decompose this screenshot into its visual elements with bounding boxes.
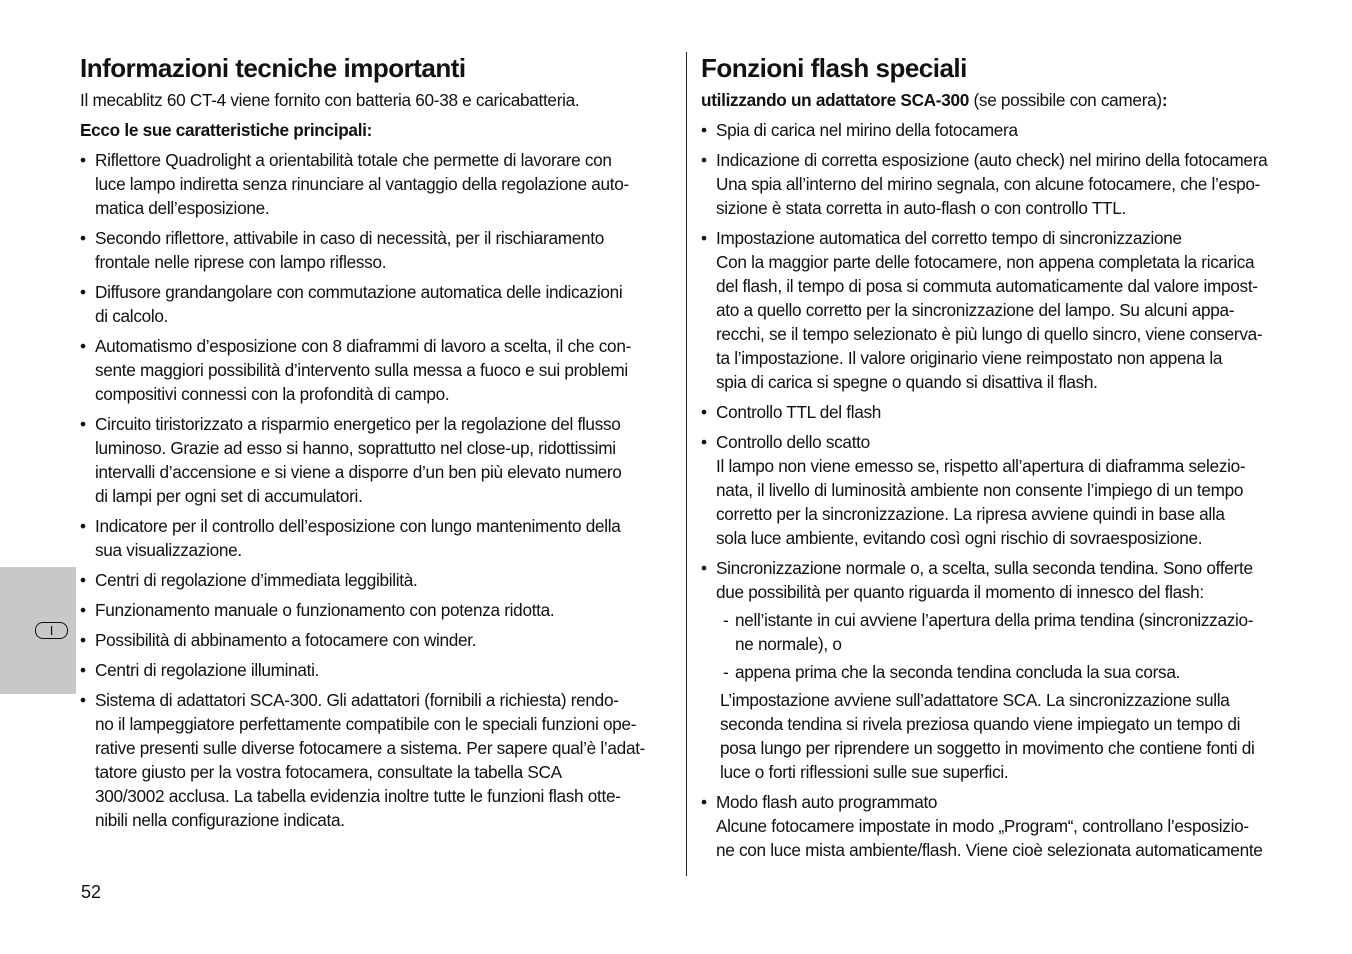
list-item: • Sincronizzazione normale o, a scelta, sulla seconda tendina. Sono offerte due possibilità per quanto riguarda il momento di innesco del flash: - nell’istante in cui avviene l’apertura della prima tendina (sincronizzazio- ne normale), o - appena prima che la seconda tendina concluda la sua corsa. L’impostazione avviene sull’adattatore SCA. La sincronizzazione sulla seconda tendina si rivela preziosa quando viene impiegato un tempo di posa lungo per riprendere un soggetto in movimento che contiene fonti di luce o forti riflessioni sulle sue superfici. [701,556,1303,784]
list-item [80,148,678,220]
list-item-line: tatore giusto per la vostra fotocamera, consultate la tabella SCA [95,762,562,782]
list-item-line: no il lampeggiatore perfettamente compatibile con le speciali funzioni ope- [95,714,637,734]
list-item: • Modo flash auto programmato Alcune fotocamere impostate in modo „Program“, controllano l’esposizio- ne con luce mista ambiente/flash. Viene cioè selezionata automaticamente [701,792,1263,860]
bullet-marker: • [80,516,86,536]
bullet-marker: • [80,336,86,356]
list-item [80,568,678,592]
list-item-line: 300/3002 acclusa. La tabella evidenzia inoltre tutte le funzioni flash otte- [95,786,621,806]
list-item-line: sua visualizzazione. [95,540,242,560]
right-intro-rest: (se possibile con camera) [969,90,1162,110]
list-item: • Spia di carica nel mirino della fotocamera [701,120,1018,140]
list-item-line: nibili nella configurazione indicata. [95,810,345,830]
right-body [701,88,1303,862]
list-item: • Indicazione di corretta esposizione (auto check) nel mirino della fotocamera Una spia all’interno del mirino segnala, con alcune fotocamere, che l’espo- sizione è stata corretta in auto-flash o con controllo TTL. [701,150,1268,218]
list-item-line: Sistema di adattatori SCA-300. Gli adattatori (fornibili a richiesta) rendo- [95,690,619,710]
list-item [80,514,678,562]
bullet-marker: • [80,414,86,434]
list-item-line: matica dell’esposizione. [95,198,270,218]
bullet-marker: • [80,690,86,710]
right-intro-colon: : [1161,90,1168,110]
bullet-marker: • [80,228,86,248]
bullet-marker: • [80,570,86,590]
list-item-line: luminoso. Grazie ad esso si hanno, soprattutto nel close-up, ridottissimi [95,438,616,458]
list-item [80,598,678,622]
right-intro [701,88,1303,112]
column-divider [686,52,687,876]
list-item [80,688,678,832]
list-item: • Controllo dello scatto Il lampo non viene emesso se, rispetto all’apertura di diaframma selezio- nata, il livello di luminosità ambiente non consente l’impiego di un tempo corretto per la sincronizzazione. La ripresa avviene quindi in base alla sola luce ambiente, evitando così ogni rischio di sovraesposizione. [701,432,1246,548]
list-item-line: Centri di regolazione illuminati. [95,660,320,680]
left-heading: Informazioni tecniche importanti [80,53,466,83]
sub-list-item: - nell’istante in cui avviene l’apertura della prima tendina (sincronizzazio- ne normale), o [723,610,1254,654]
left-bullet-list [80,148,678,832]
list-item [80,658,678,682]
list-item [80,280,678,328]
list-item [80,226,678,274]
list-item [80,334,678,406]
list-item-line: rative presenti sulle diverse fotocamere a sistema. Per sapere qual’è l’adat- [95,738,646,758]
bullet-marker: • [80,600,86,620]
bullet-marker: • [80,630,86,650]
list-item-line: Automatismo d’esposizione con 8 diaframmi di lavoro a scelta, il che con- [95,336,631,356]
list-item-line: Riflettore Quadrolight a orientabilità totale che permette di lavorare con [95,150,612,170]
left-body [80,88,678,832]
list-item-line: sente maggiori possibilità d’intervento sulla messa a fuoco e sui problemi [95,360,628,380]
page-number: 52 [81,882,102,902]
right-heading: Fonzioni flash speciali [701,53,967,83]
list-item-line: di calcolo. [95,306,169,326]
right-intro-bold: utilizzando un adattatore SCA-300 [701,90,969,110]
list-item-line: compositivi connessi con la profondità di campo. [95,384,450,404]
language-badge: I [35,622,68,639]
bullet-marker: • [80,150,86,170]
list-item-line: intervalli d’accensione e si viene a disporre d’un ben più elevato numero [95,462,622,482]
list-item-line: Centri di regolazione d’immediata leggibilità. [95,570,418,590]
list-item-line: luce lampo indiretta senza rinunciare al vantaggio della regolazione auto- [95,174,629,194]
list-item-line: Secondo riflettore, attivabile in caso di necessità, per il rischiaramento [95,228,604,248]
bullet-marker: • [80,282,86,302]
left-intro: Il mecablitz 60 CT-4 viene fornito con batteria 60-38 e caricabatteria. [80,90,580,110]
left-subheading: Ecco le sue caratteristiche principali: [80,120,373,140]
list-item: • Controllo TTL del flash [701,402,882,422]
list-item-line: Indicatore per il controllo dell’esposizione con lungo mantenimento della [95,516,621,536]
list-item-line: di lampi per ogni set di accumulatori. [95,486,363,506]
bullet-marker: • [80,660,86,680]
list-item-line: frontale nelle riprese con lampo riflesso. [95,252,387,272]
list-item-line: Diffusore grandangolare con commutazione automatica delle indicazioni [95,282,623,302]
sub-list-item: - appena prima che la seconda tendina concluda la sua corsa. [723,662,1181,682]
list-item-line: Possibilità di abbinamento a fotocamere con winder. [95,630,477,650]
list-item [80,628,678,652]
list-item [80,412,678,508]
list-item: • Impostazione automatica del corretto tempo di sincronizzazione Con la maggior parte delle fotocamere, non appena completata la ricarica del flash, il tempo di posa si commuta automaticamente dal valore impost- ato a quello corretto per la sincronizzazione del lampo. Su alcuni appa- recchi, se il tempo selezionato è più lungo di quello sincro, viene conserva- ta l’impostazione. Il valore originario viene reimpostato non appena la spia di carica si spegne o quando si disattiva il flash. [701,228,1263,392]
list-item-line: Funzionamento manuale o funzionamento con potenza ridotta. [95,600,555,620]
list-item-line: Circuito tiristorizzato a risparmio energetico per la regolazione del flusso [95,414,621,434]
